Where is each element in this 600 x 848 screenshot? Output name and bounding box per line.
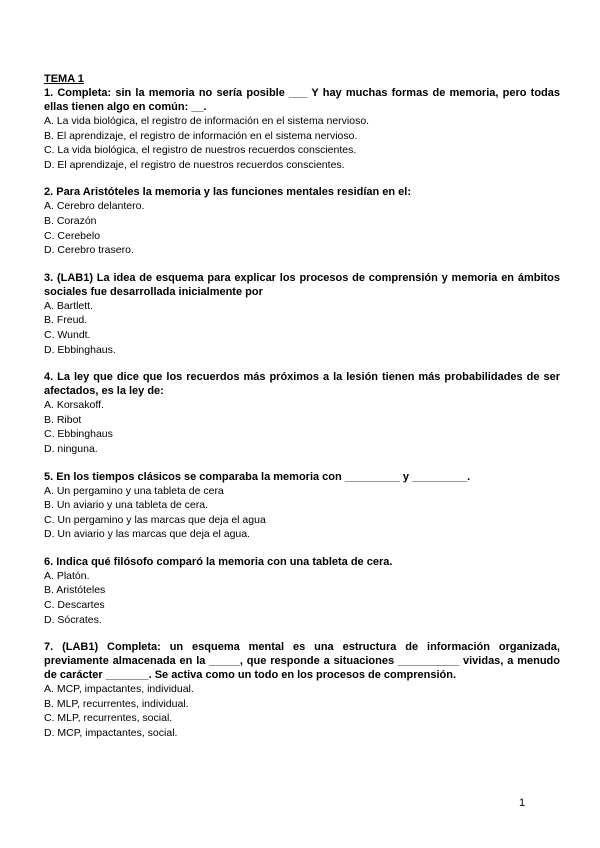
answer-option: D. Ebbinghaus. [44,343,116,356]
answer-option: B. MLP, recurrentes, individual. [44,697,189,710]
answer-option: D. Un aviario y las marcas que deja el agua. [44,528,251,541]
question-block [44,470,560,542]
question-text: 6. Indica qué filósofo comparó la memoria con una tableta de cera. [44,555,393,568]
question-text: 5. En los tiempos clásicos se comparaba la memoria con _________ y _________. [44,470,471,483]
question-block [44,86,560,172]
answer-option: D. MCP, impactantes, social. [44,727,178,740]
answer-option: B. Aristóteles [44,584,106,597]
answer-option: D. ninguna. [44,442,98,455]
answer-option: B. Freud. [44,314,88,327]
section-title: TEMA 1 [44,73,84,85]
answer-option: B. Un aviario y una tableta de cera. [44,499,209,512]
question-block [44,640,560,740]
answer-option: A. MCP, impactantes, individual. [44,683,194,696]
answer-option: B. Ribot [44,413,82,426]
answer-option: C. Cerebelo [44,229,101,242]
answer-option: A. Bartlett. [44,299,94,312]
question-text: 4. La ley que dice que los recuerdos más próximos a la lesión tienen más probabilidades de ser afectados, es la ley de: [44,371,560,398]
answer-option: B. Corazón [44,214,97,227]
answer-option: C. Wundt. [44,328,91,341]
answer-option: C. Descartes [44,599,105,612]
question-text: 1. Completa: sin la memoria no sería posible ___ Y hay muchas formas de memoria, pero todas ellas tienen algo en común: __. [44,87,560,113]
answer-option: C. MLP, recurrentes, social. [44,712,173,725]
question-block [44,185,560,257]
answer-option: D. Cerebro trasero. [44,244,134,257]
question-block [44,271,560,357]
question-text: 3. (LAB1) La idea de esquema para explicar los procesos de comprensión y memoria en ámbitos sociales fue desarrollada inicialmente por [44,271,560,298]
answer-option: C. Ebbinghaus [44,428,113,441]
answer-option: A. La vida biológica, el registro de información en el sistema nervioso. [44,115,370,127]
document-page [44,72,560,754]
question-block [44,370,560,456]
answer-option: A. Korsakoff. [44,399,104,412]
question-text: 2. Para Aristóteles la memoria y las funciones mentales residían en el: [44,186,412,199]
answer-option: C. La vida biológica, el registro de nuestros recuerdos conscientes. [44,144,357,157]
answer-option: A. Cerebro delantero. [44,200,145,213]
answer-option: A. Un pergamino y una tableta de cera [44,484,224,497]
answer-option: B. El aprendizaje, el registro de información en el sistema nervioso. [44,129,358,142]
question-block [44,555,560,627]
answer-option: D. El aprendizaje, el registro de nuestros recuerdos conscientes. [44,158,345,171]
question-list [44,86,560,741]
question-text: 7. (LAB1) Completa: un esquema mental es una estructura de información organizada, previamente almacenada en la _____, que responde a situaciones __________ vividas, a menudo de carácter _______. Se activa como un todo en los procesos de comprensión. [44,641,560,682]
page-number: 1 [519,797,526,809]
answer-option: C. Un pergamino y las marcas que deja el agua [44,513,266,526]
answer-option: D. Sócrates. [44,613,102,626]
answer-option: A. Platón. [44,569,90,582]
